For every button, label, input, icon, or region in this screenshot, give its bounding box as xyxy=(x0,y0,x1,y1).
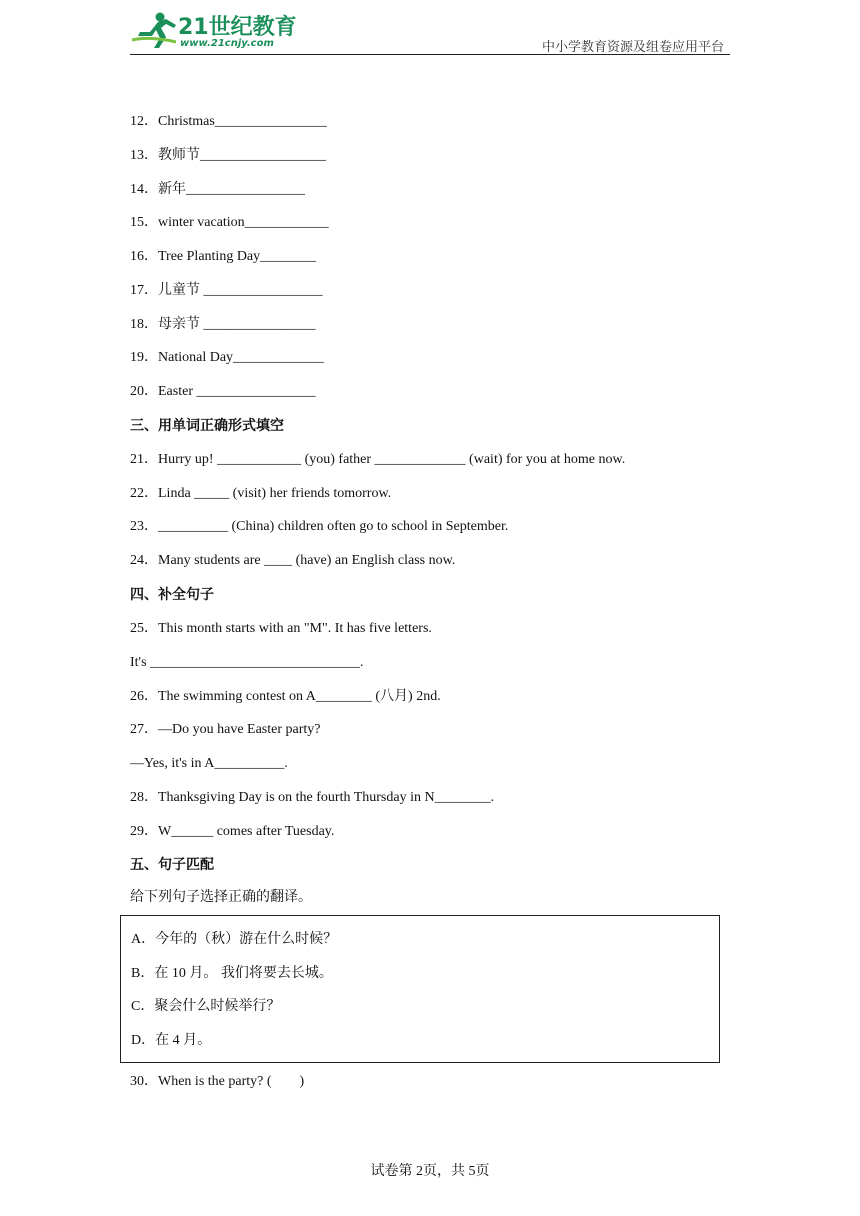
question-16: 16．Tree Planting Day________ xyxy=(130,249,317,264)
question-14: 14．新年_________________ xyxy=(130,182,305,197)
answer-25: It's ______________________________. xyxy=(130,655,364,670)
logo xyxy=(130,8,300,54)
question-28: 28．Thanksgiving Day is on the fourth Thursday in N________. xyxy=(130,790,495,805)
question-25: 25．This month starts with an "M". It has five letters. xyxy=(130,621,432,636)
question-19: 19．National Day_____________ xyxy=(130,350,325,365)
question-26: 26．The swimming contest on A________ (八月) 2nd. xyxy=(130,689,441,704)
question-24: 24．Many students are ____ (have) an English class now. xyxy=(130,553,456,568)
question-30: 30．When is the party? ( ) xyxy=(130,1074,305,1089)
section-heading-5: 五、句子匹配 xyxy=(130,857,214,873)
question-13: 13．教师节__________________ xyxy=(130,148,326,163)
question-23: 23．__________ (China) children often go to school in September. xyxy=(130,519,509,534)
instruction: 给下列句子选择正确的翻译。 xyxy=(130,890,312,905)
page-header xyxy=(130,8,730,55)
page-footer: 试卷第 2页，共 5页 xyxy=(370,1164,490,1179)
option-a: A．今年的（秋）游在什么时候？ xyxy=(131,932,338,947)
question-21: 21．Hurry up! ____________ (you) father _____________ (wait) for you at home now. xyxy=(130,452,626,467)
question-22: 22．Linda _____ (visit) her friends tomorrow. xyxy=(130,486,392,501)
question-17: 17．儿童节 _________________ xyxy=(130,283,323,298)
question-12: 12．Christmas________________ xyxy=(130,114,327,129)
question-18: 18．母亲节 ________________ xyxy=(130,317,316,332)
question-27: 27．—Do you have Easter party? xyxy=(130,722,321,737)
option-c: C．聚会什么时候举行？ xyxy=(131,999,281,1014)
logo-url: www.21cnjy.com xyxy=(180,38,274,49)
section-heading-4: 四、补全句子 xyxy=(130,587,214,603)
section-heading-3: 三、用单词正确形式填空 xyxy=(130,418,284,434)
question-29: 29．W______ comes after Tuesday. xyxy=(130,824,335,839)
options-box xyxy=(120,915,720,1063)
answer-27: —Yes, it's in A__________. xyxy=(130,756,288,771)
question-20: 20．Easter _________________ xyxy=(130,384,316,399)
option-d: D．在 4 月。 xyxy=(131,1033,212,1048)
option-b: B．在 10 月。 我们将要去长城。 xyxy=(131,966,333,981)
platform-name: 中小学教育资源及组卷应用平台 xyxy=(541,39,724,54)
logo-text: 21世纪教育 xyxy=(178,15,297,40)
runner-logo-icon xyxy=(130,10,178,50)
question-15: 15．winter vacation____________ xyxy=(130,215,329,230)
